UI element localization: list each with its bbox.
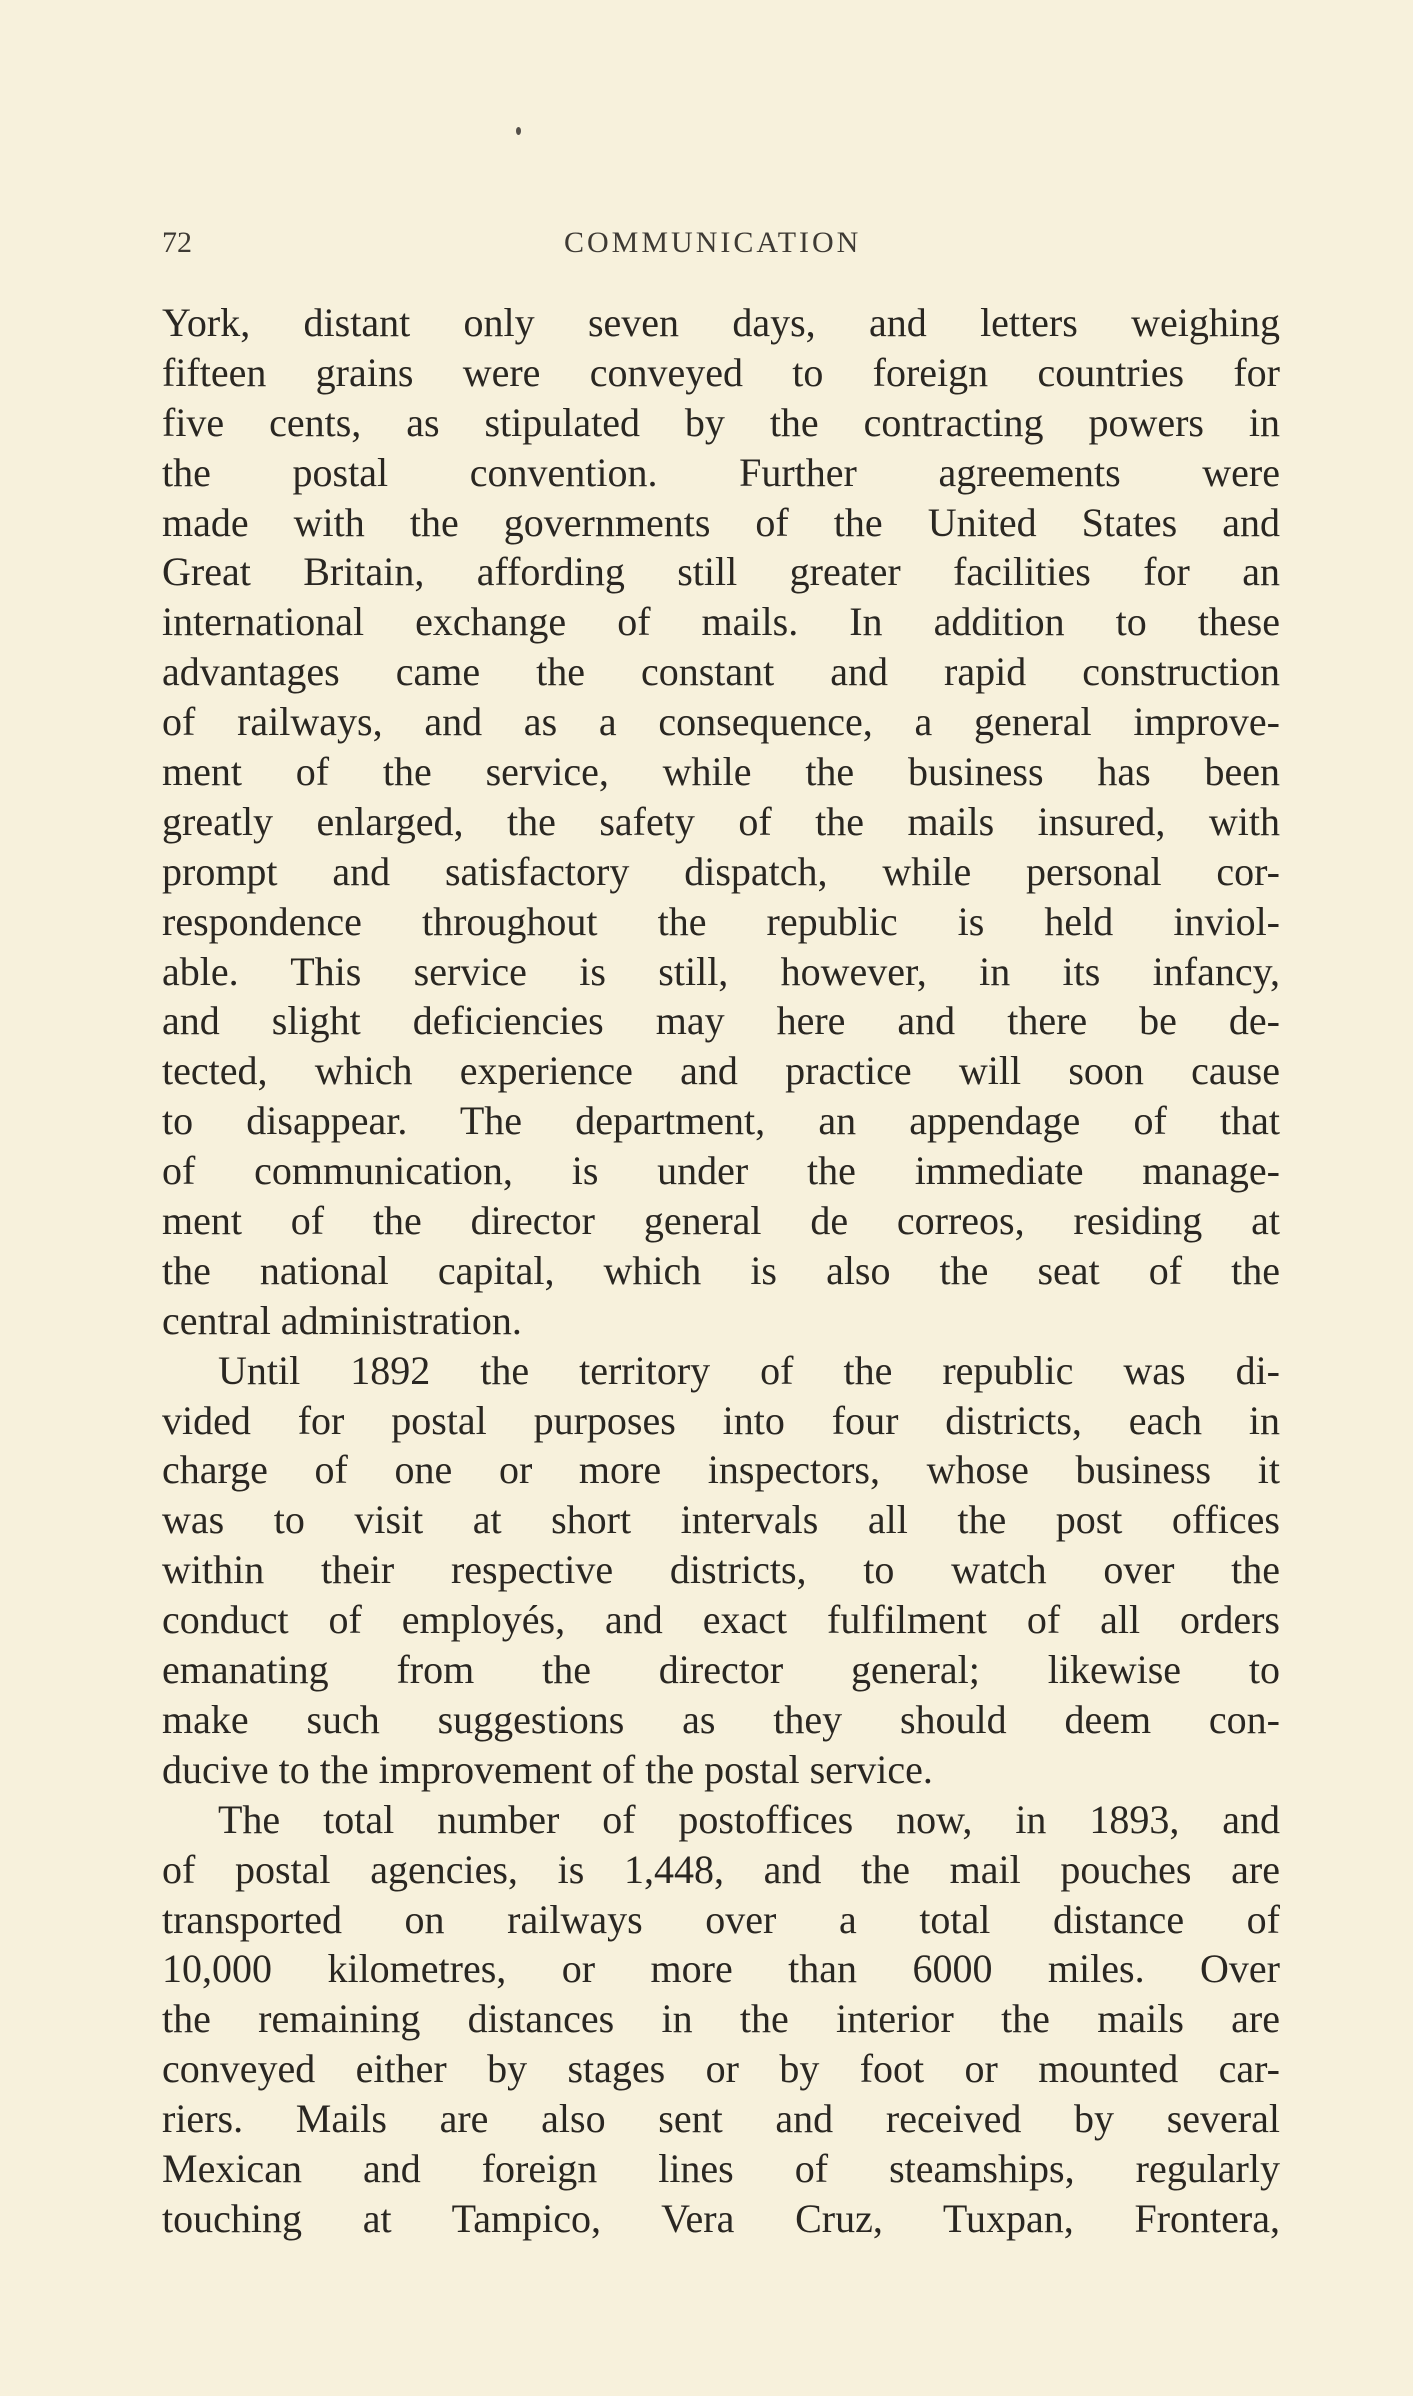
text-line: fifteen grains were conveyed to foreign countries for — [162, 349, 1280, 395]
text-line: the national capital, which is also the seat of the — [162, 1247, 1280, 1293]
text-line: within their respective districts, to watch over the — [162, 1547, 1280, 1593]
text-line: five cents, as stipulated by the contracting powers in — [162, 399, 1280, 445]
text-line: of postal agencies, is 1,448, and the mail pouches are — [162, 1846, 1280, 1892]
ink-speck — [516, 127, 521, 135]
paragraph — [162, 1346, 1280, 1795]
paragraph — [162, 298, 1280, 1346]
text-line: vided for postal purposes into four districts, each in — [162, 1397, 1280, 1443]
text-line: Until 1892 the territory of the republic was di- — [218, 1347, 1280, 1393]
text-line: to disappear. The department, an appendage of that — [162, 1098, 1280, 1144]
text-line: of communication, is under the immediate manage- — [162, 1148, 1280, 1194]
text-line: Mexican and foreign lines of steamships, regularly — [162, 2145, 1280, 2191]
text-line: conduct of employés, and exact fulfilment of all orders — [162, 1597, 1280, 1643]
text-line: The total number of postoffices now, in 1893, and — [218, 1796, 1280, 1842]
text-line: transported on railways over a total distance of — [162, 1896, 1280, 1942]
text-line: international exchange of mails. In addition to these — [162, 599, 1280, 645]
text-line: and slight deficiencies may here and there be de- — [162, 998, 1280, 1044]
text-line: make such suggestions as they should deem con- — [162, 1696, 1280, 1742]
text-line: 10,000 kilometres, or more than 6000 miles. Over — [162, 1946, 1280, 1992]
text-line: emanating from the director general; likewise to — [162, 1647, 1280, 1693]
page-header — [162, 226, 1280, 270]
running-head: COMMUNICATION — [564, 226, 862, 259]
text-line: greatly enlarged, the safety of the mails insured, with — [162, 798, 1280, 844]
text-line: central administration. — [162, 1297, 522, 1343]
text-line: of railways, and as a consequence, a general improve- — [162, 699, 1280, 745]
text-line: ment of the director general de correos, residing at — [162, 1198, 1280, 1244]
text-line: the postal convention. Further agreements were — [162, 449, 1280, 495]
text-line: respondence throughout the republic is held inviol- — [162, 898, 1280, 944]
text-line: prompt and satisfactory dispatch, while personal cor- — [162, 848, 1280, 894]
text-line: was to visit at short intervals all the post offices — [162, 1497, 1280, 1543]
text-line: able. This service is still, however, in its infancy, — [162, 948, 1280, 994]
text-line: Great Britain, affording still greater facilities for an — [162, 549, 1280, 595]
text-line: York, distant only seven days, and letters weighing — [162, 300, 1280, 345]
text-line: made with the governments of the United States and — [162, 499, 1280, 545]
text-line: ment of the service, while the business has been — [162, 749, 1280, 795]
text-line: ducive to the improvement of the postal service. — [162, 1746, 933, 1792]
text-line: charge of one or more inspectors, whose business it — [162, 1447, 1280, 1493]
text-line: conveyed either by stages or by foot or mounted car- — [162, 2046, 1280, 2092]
text-line: the remaining distances in the interior the mails are — [162, 1996, 1280, 2042]
text-line: tected, which experience and practice will soon cause — [162, 1048, 1280, 1094]
page-number: 72 — [162, 226, 192, 259]
text-line: riers. Mails are also sent and received by several — [162, 2096, 1280, 2142]
body-text — [162, 298, 1280, 2244]
paragraph — [162, 1795, 1280, 2244]
text-line: touching at Tampico, Vera Cruz, Tuxpan, Frontera, — [162, 2195, 1280, 2241]
text-line: advantages came the constant and rapid construction — [162, 649, 1280, 695]
